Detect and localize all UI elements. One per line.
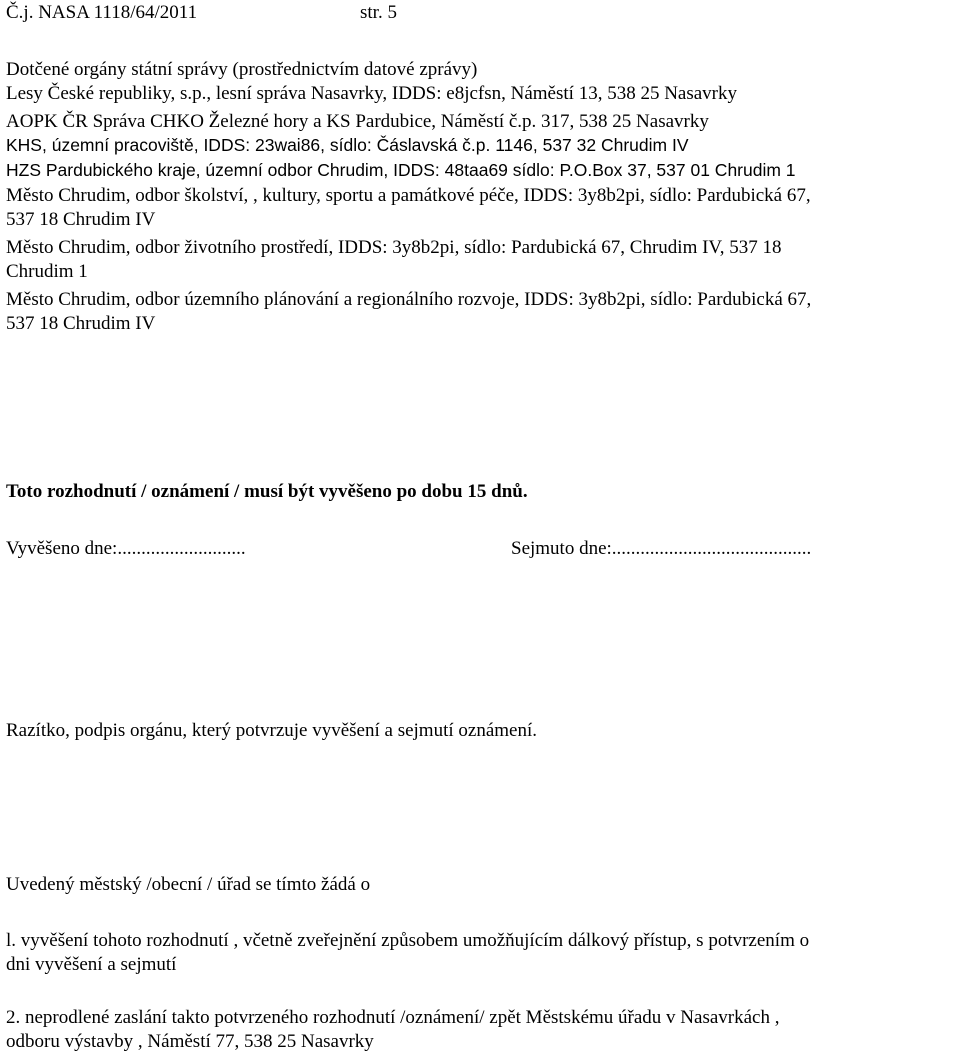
page-number: str. 5 bbox=[360, 2, 397, 23]
recipient-line: HZS Pardubického kraje, územní odbor Chrudim, IDDS: 48taa69 sídlo: P.O.Box 37, 537 01 Chrudim 1 bbox=[6, 160, 796, 180]
recipients-intro: Dotčené orgány státní správy (prostřednictvím datové zprávy) bbox=[6, 59, 478, 80]
stamp-signature-line: Razítko, podpis orgánu, který potvrzuje vyvěšení a sejmutí oznámení. bbox=[6, 720, 537, 741]
recipient-line: KHS, územní pracoviště, IDDS: 23wai86, sídlo: Čáslavská č.p. 1146, 537 32 Chrudim IV bbox=[6, 135, 689, 155]
request-item-1: l. vyvěšení tohoto rozhodnutí , včetně zveřejnění způsobem umožňujícím dálkový přístup, s potvrzením o bbox=[6, 930, 810, 951]
removed-date-field: Sejmuto dne:.......................................... bbox=[511, 538, 812, 559]
request-intro: Uvedený městský /obecní / úřad se tímto žádá o bbox=[6, 874, 371, 895]
request-item-2-cont: odboru výstavby , Náměstí 77, 538 25 Nasavrky bbox=[6, 1031, 374, 1052]
request-item-2: 2. neprodlené zaslání takto potvrzeného rozhodnutí /oznámení/ zpět Městskému úřadu v Nasavrkách , bbox=[6, 1007, 780, 1028]
recipient-line: Město Chrudim, odbor životního prostředí, IDDS: 3y8b2pi, sídlo: Pardubická 67, Chrudim IV, 537 18 bbox=[6, 237, 782, 258]
recipient-line: Město Chrudim, odbor územního plánování a regionálního rozvoje, IDDS: 3y8b2pi, sídlo: Pardubická 67, bbox=[6, 289, 812, 310]
request-item-1-cont: dni vyvěšení a sejmutí bbox=[6, 954, 177, 975]
recipient-line: 537 18 Chrudim IV bbox=[6, 313, 156, 334]
reference-number: Č.j. NASA 1118/64/2011 bbox=[6, 2, 198, 23]
display-period-notice: Toto rozhodnutí / oznámení / musí být vyvěšeno po dobu 15 dnů. bbox=[6, 481, 528, 502]
recipient-line: Město Chrudim, odbor školství, , kultury, sportu a památkové péče, IDDS: 3y8b2pi, sídlo: Pardubická 67, bbox=[6, 185, 811, 206]
recipient-line: 537 18 Chrudim IV bbox=[6, 209, 156, 230]
recipient-line: Chrudim 1 bbox=[6, 261, 88, 282]
posted-date-field: Vyvěšeno dne:........................... bbox=[6, 538, 246, 559]
recipient-line: Lesy České republiky, s.p., lesní správa Nasavrky, IDDS: e8jcfsn, Náměstí 13, 538 25 Nasavrky bbox=[6, 83, 737, 104]
recipient-line: AOPK ČR Správa CHKO Železné hory a KS Pardubice, Náměstí č.p. 317, 538 25 Nasavrky bbox=[6, 111, 709, 132]
